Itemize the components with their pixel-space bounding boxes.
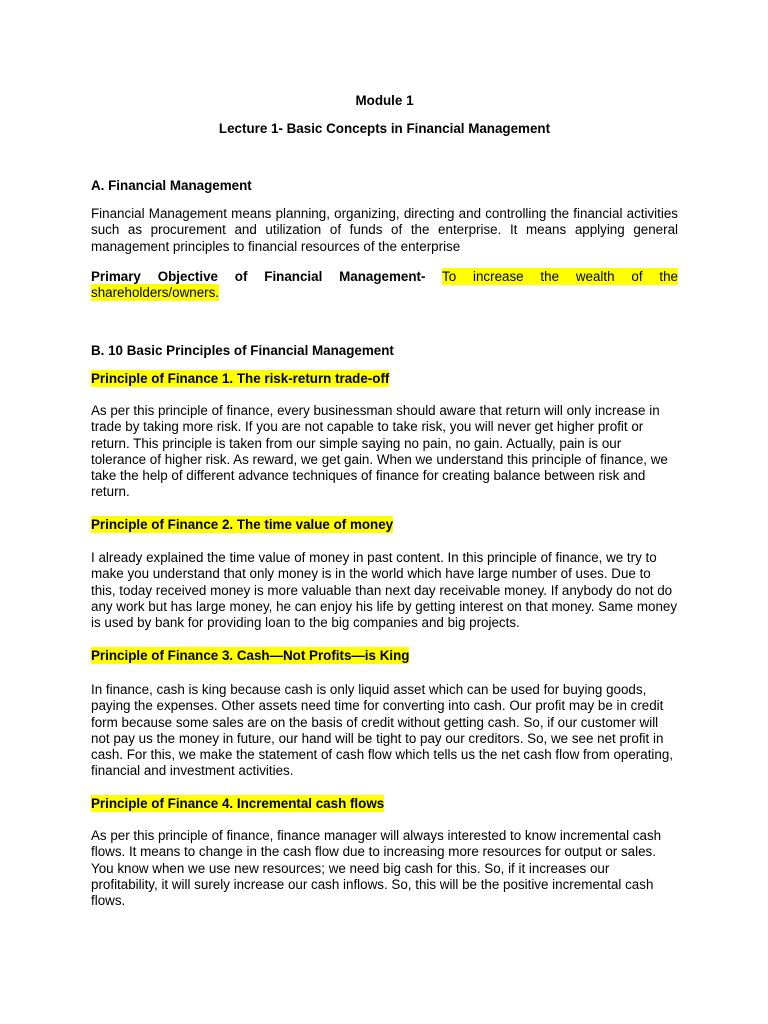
principle-1-title: Principle of Finance 1. The risk-return trade-off [91,371,390,386]
primary-objective [91,269,678,302]
document-page [91,0,678,1024]
objective-text: To increase the wealth of the shareholders/owners. [91,269,679,301]
principle-3-title-wrap [91,648,678,663]
principle-2-title: Principle of Finance 2. The time value of money [91,517,394,532]
principle-3-text: In finance, cash is king because cash is only liquid asset which can be used for buying goods, paying the expenses. Other assets need time for converting into cash. Our profit may be in credit form because some sales are on the basis of credit without getting cash. So, if our customer will not pay us the money in future, our hand will be tight to pay our creditors. So, we see net profit in cash. For this, we make the statement of cash flow which tells us the net cash flow from operating, financial and investment activities. [91,682,674,779]
principle-4-title: Principle of Finance 4. Incremental cash flows [91,796,385,811]
principle-1-text: As per this principle of finance, every businessman should aware that return will only increase in trade by taking more risk. If you are not capable to take risk, you will never get higher profit or return. This principle is taken from our simple saying no pain, no gain. Actually, pain is our tolerance of higher risk. As reward, we get gain. When we understand this principle of finance, we take the help of different advance techniques of finance for creating balance between risk and return. [91,403,668,500]
module-title: Module 1 [355,93,414,108]
principle-3-title: Principle of Finance 3. Cash—Not Profits—is King [91,648,410,663]
principle-2-text: I already explained the time value of money in past content. In this principle of finance, we try to make you understand that only money is in the world which have large number of uses. Due to this, today received money is more valuable than next day receivable money. If anybody do not do any work but has large money, he can enjoy his life by getting interest on that money. Same money is used by bank for providing loan to the big companies and big projects. [91,550,678,631]
section-a-heading: A. Financial Management [91,178,252,193]
lecture-title: Lecture 1- Basic Concepts in Financial Management [218,121,551,136]
principle-1-title-wrap [91,371,678,386]
section-b-heading: B. 10 Basic Principles of Financial Management [91,343,394,358]
principle-4-title-wrap [91,796,678,811]
principle-4-text: As per this principle of finance, finance manager will always interested to know incremental cash flows. It means to change in the cash flow due to increasing more resources for output or sales. You know when we use new resources; we need big cash for this. So, if it increases our profitability, it will surely increase our cash inflows. So, this will be the positive incremental cash flows. [91,828,662,909]
section-a-paragraph: Financial Management means planning, organizing, directing and controlling the financial activities such as procurement and utilization of funds of the enterprise. It means applying general management principles to financial resources of the enterprise [91,206,678,254]
principle-2-title-wrap [91,517,678,532]
objective-label: Primary Objective of Financial Management- [91,269,426,284]
